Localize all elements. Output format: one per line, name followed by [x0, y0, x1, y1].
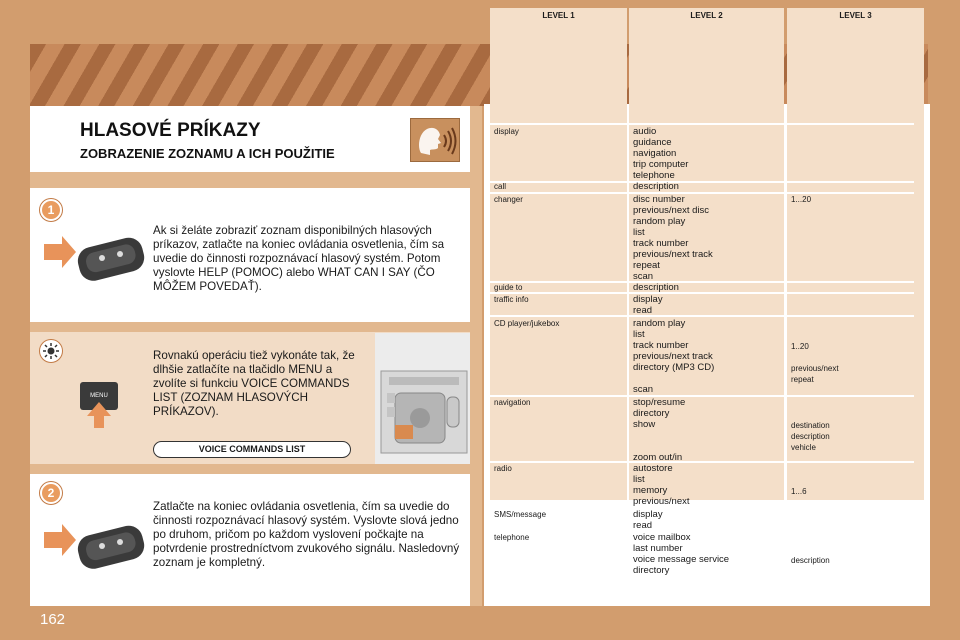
table-cell-level3: 1...20 — [791, 195, 812, 204]
table-cell-level1: display — [494, 127, 519, 136]
table-cell-level3: description — [791, 556, 830, 565]
lighting-stalk-image-1 — [42, 222, 146, 291]
table-cell-level1: radio — [494, 464, 512, 473]
table-cell-level2: audio guidance navigation trip computer telephone — [633, 126, 689, 181]
step1-text: Ak si želáte zobraziť zoznam disponibilných hlasových príkazov, zatlačte na koniec ovládania osvetlenia, čím sa uvedie do činnosti rozpoznávací hlasový systém. Potom vyslovte HELP (POMOC) alebo WHAT CAN I SAY (ČO MÔŽEM POVEDAŤ). — [153, 224, 445, 293]
row-separator — [490, 507, 914, 509]
table-header-level1: LEVEL 1 — [490, 9, 627, 23]
row-separator — [490, 315, 914, 317]
table-cell-level2: random play list track number previous/next track directory (MP3 CD) scan — [633, 318, 715, 395]
page-title: HLASOVÉ PRÍKAZY — [80, 120, 261, 141]
table-cell-level2: voice mailbox last number voice message service directory — [633, 532, 730, 576]
table-cell-level2: description — [633, 181, 679, 192]
menu-key-label: MENU — [90, 393, 108, 399]
table-cell-level2: display read — [633, 294, 663, 316]
table-cell-level1: traffic info — [494, 295, 529, 304]
row-separator — [490, 181, 914, 183]
table-cell-level1: changer — [494, 195, 523, 204]
table-cell-level1: CD player/jukebox — [494, 319, 560, 328]
column-level1 — [490, 8, 627, 500]
table-cell-level2: disc number previous/next disc random play list track number previous/next track repeat scan — [633, 194, 713, 282]
page-number: 162 — [40, 611, 66, 628]
table-cell-level2: description — [633, 282, 679, 293]
table-cell-level2: stop/resume directory show zoom out/in — [633, 397, 686, 463]
table-header-level2: LEVEL 2 — [629, 9, 784, 23]
lighting-stalk-image-2 — [42, 510, 146, 579]
table-cell-level1: call — [494, 182, 507, 191]
voice-commands-list-button[interactable]: VOICE COMMANDS LIST — [153, 441, 351, 458]
table-cell-level3: 1..20 previous/next repeat — [791, 342, 839, 384]
table-cell-level1: SMS/message — [494, 510, 547, 519]
table-cell-level1: navigation — [494, 398, 531, 407]
row-separator — [490, 292, 914, 294]
table-cell-level1: guide to — [494, 283, 523, 292]
radio-panel-image — [375, 333, 470, 464]
step2-number: 2 — [40, 482, 62, 504]
table-cell-level3: 1...6 — [791, 487, 807, 496]
table-cell-level1: telephone — [494, 533, 530, 542]
light-bulb-icon — [40, 340, 62, 362]
table-cell-level2: autostore list memory previous/next — [633, 463, 690, 507]
row-separator — [490, 123, 914, 125]
table-cell-level3: destination description vehicle — [791, 421, 830, 452]
page-subtitle: ZOBRAZENIE ZOZNAMU A ICH POUŽITIE — [80, 146, 335, 161]
menu-key-image — [78, 380, 122, 435]
table-cell-level2: display read — [633, 509, 663, 531]
step2-text: Zatlačte na koniec ovládania osvetlenia, čím sa uvedie do činnosti rozpoznávací hlasový systém. Vyslovte slová jedno po druhom, pričom po každom vyslovení počkajte na potvrdenie prostredníctvom zvukového signálu. Nasledovný zoznam je kompletný. — [153, 500, 460, 569]
menu-step-text: Rovnakú operáciu tiež vykonáte tak, že dlhšie zatlačíte na tlačidlo MENU a zvolíte si funkciu VOICE COMMANDS LIST (ZOZNAM HLASOVÝCH PRÍKAZOV). — [153, 349, 355, 418]
table-header-level3: LEVEL 3 — [787, 9, 924, 23]
row-separator — [490, 461, 914, 463]
step1-number: 1 — [40, 199, 62, 221]
voice-command-icon — [410, 118, 460, 162]
row-separator — [490, 395, 914, 397]
